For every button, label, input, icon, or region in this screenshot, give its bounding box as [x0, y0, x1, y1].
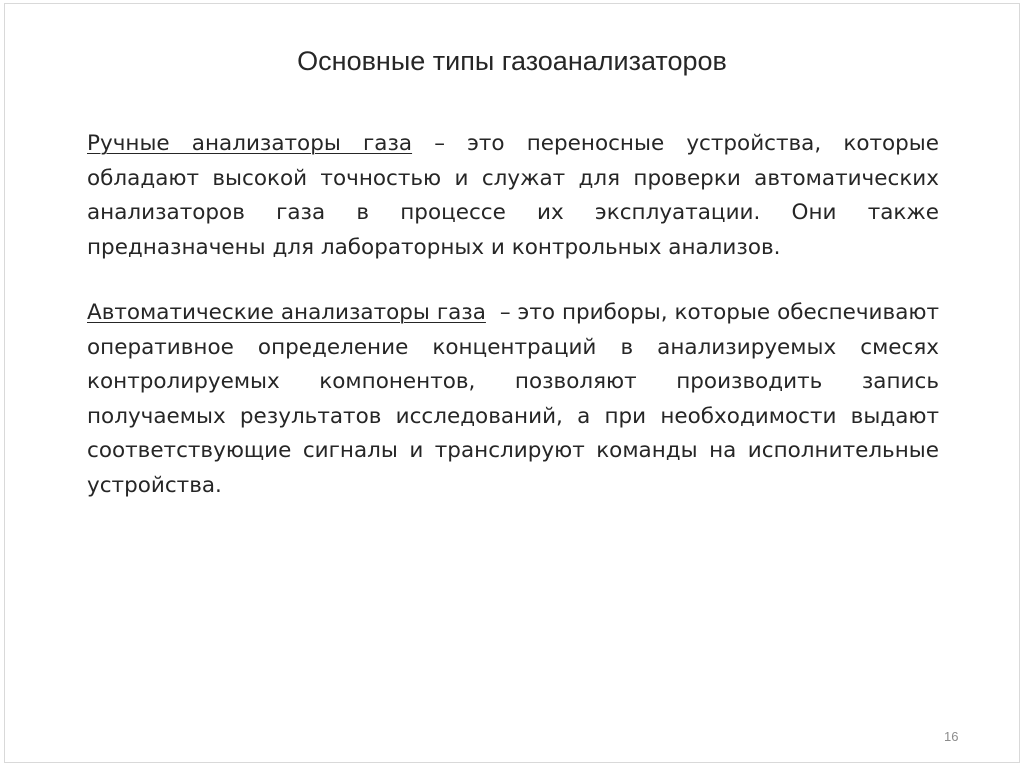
paragraph-manual-analyzers: [87, 127, 939, 265]
page-number: 16: [944, 729, 959, 744]
paragraph-automatic-analyzers: [87, 296, 946, 504]
term-manual-analyzers: Ручные анализаторы газа: [87, 131, 413, 156]
term-automatic-analyzers: Автоматические анализаторы газа: [87, 300, 486, 325]
slide-title: Основные типы газоанализаторов: [297, 46, 727, 76]
definition-manual-analyzers: – это переносные устройства, которые обладают высокой точностью и служат для проверки автоматических анализаторов газа в процессе их эксплуатации. Они также предназначены для лабораторных и контрольных анализов.: [87, 131, 940, 260]
definition-automatic-analyzers: – это приборы, которые обеспечивают оперативное определение концентраций в анализируемых смесях контролируемых компонентов, позволяют производить запись получаемых результатов исследований, а при необходимости выдают соответствующие сигналы и транслируют команды на исполнительные устройства.: [87, 300, 946, 498]
